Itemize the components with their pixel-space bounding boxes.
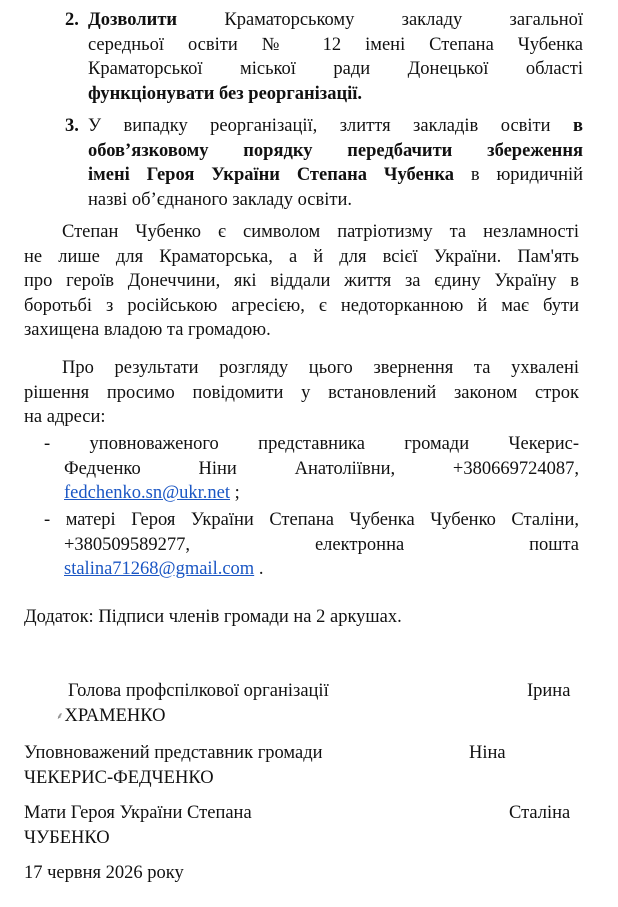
text-line: рішення просимо повідомити у встановлений законом строк (24, 382, 579, 403)
text-line (88, 163, 583, 188)
text-line: не лише для Краматорська, а й для всієї України. Пам'ять (24, 246, 579, 267)
list-item-number: 2. (65, 10, 79, 30)
bold-text: в (573, 116, 583, 136)
bold-text: Дозволити (88, 10, 178, 30)
text-line (88, 57, 583, 82)
text-line: про героїв Донеччини, які віддали життя за єдину Україну в (24, 271, 579, 291)
text-line: Додаток: Підписи членів громади на 2 аркушах. (24, 607, 402, 627)
signature-position: Мати Героя України Степана (24, 803, 252, 823)
text-line (88, 82, 583, 107)
text-line (88, 114, 583, 139)
text-run: Краматорської міської ради Донецької області (88, 59, 583, 79)
signature-first-name: Ірина (527, 681, 571, 701)
document-date: 17 червня 2026 року (24, 863, 184, 883)
text-line: Про результати розгляду цього звернення та ухвалені (62, 358, 579, 378)
list-item-body (88, 8, 583, 106)
text-line: - уповноваженого представника громади Чекерис- (44, 434, 579, 454)
bold-text: функціонувати без реорганізації. (88, 83, 363, 104)
signature-position: Уповноважений представник громади (24, 743, 323, 763)
text-line: Степан Чубенко є символом патріотизму та незламності (62, 222, 579, 242)
text-line: захищена владою та громадою. (24, 320, 271, 340)
bold-text: обов’язковому порядку передбачити збереження (88, 140, 583, 161)
text-line (44, 557, 579, 582)
handwritten-mark-icon: ⸙ (56, 710, 64, 722)
text-line (44, 481, 579, 506)
list-item-number: 3. (65, 116, 79, 136)
signature-surname: ЧУБЕНКО (24, 828, 110, 848)
signature-surname: ЧЕКЕРИС-ФЕДЧЕНКО (24, 768, 214, 788)
text-run: . (254, 559, 264, 579)
signature-first-name: Ніна (469, 743, 506, 763)
text-run: назві об’єднаного закладу освіти. (88, 189, 353, 210)
text-line (88, 33, 583, 58)
text-line (88, 8, 583, 33)
text-line: - матері Героя України Степана Чубенка Чубенко Сталіни, (44, 510, 579, 530)
email-link[interactable]: stalina71268@gmail.com (64, 559, 255, 579)
text-line: боротьбі з російською агресією, є недоторканною й має бути (24, 295, 579, 316)
list-item-3 (65, 114, 583, 212)
list-item-body (88, 114, 583, 212)
paragraph-request (24, 356, 579, 430)
address-item-representative (44, 432, 579, 506)
text-line: +380509589277, електронна пошта (64, 534, 579, 555)
bold-text: імені Героя України Степана Чубенка (88, 165, 455, 185)
surname-text: ХРАМЕНКО (64, 706, 166, 726)
text-line: на адреси: (24, 407, 106, 427)
text-run: Краматорському закладу загальної (177, 10, 583, 30)
text-run: ; (230, 483, 240, 503)
text-line: Федченко Ніни Анатоліївни, +380669724087, (64, 458, 579, 479)
signature-first-name: Сталіна (509, 803, 571, 823)
text-run: У випадку реорганізації, злиття закладів освіти (88, 116, 573, 136)
text-run: в юридичній (454, 165, 584, 185)
text-line (88, 139, 583, 164)
list-item-2 (65, 8, 583, 106)
email-link[interactable]: fedchenko.sn@ukr.net (64, 483, 231, 503)
attachment-note (24, 605, 579, 630)
text-line (88, 188, 583, 213)
text-run: середньої освіти № 12 імені Степана Чубенка (88, 34, 583, 55)
address-item-mother (44, 508, 579, 582)
signature-surname (56, 704, 166, 729)
signature-position: Голова профспілкової організації (68, 681, 329, 701)
paragraph-symbol (24, 220, 579, 343)
